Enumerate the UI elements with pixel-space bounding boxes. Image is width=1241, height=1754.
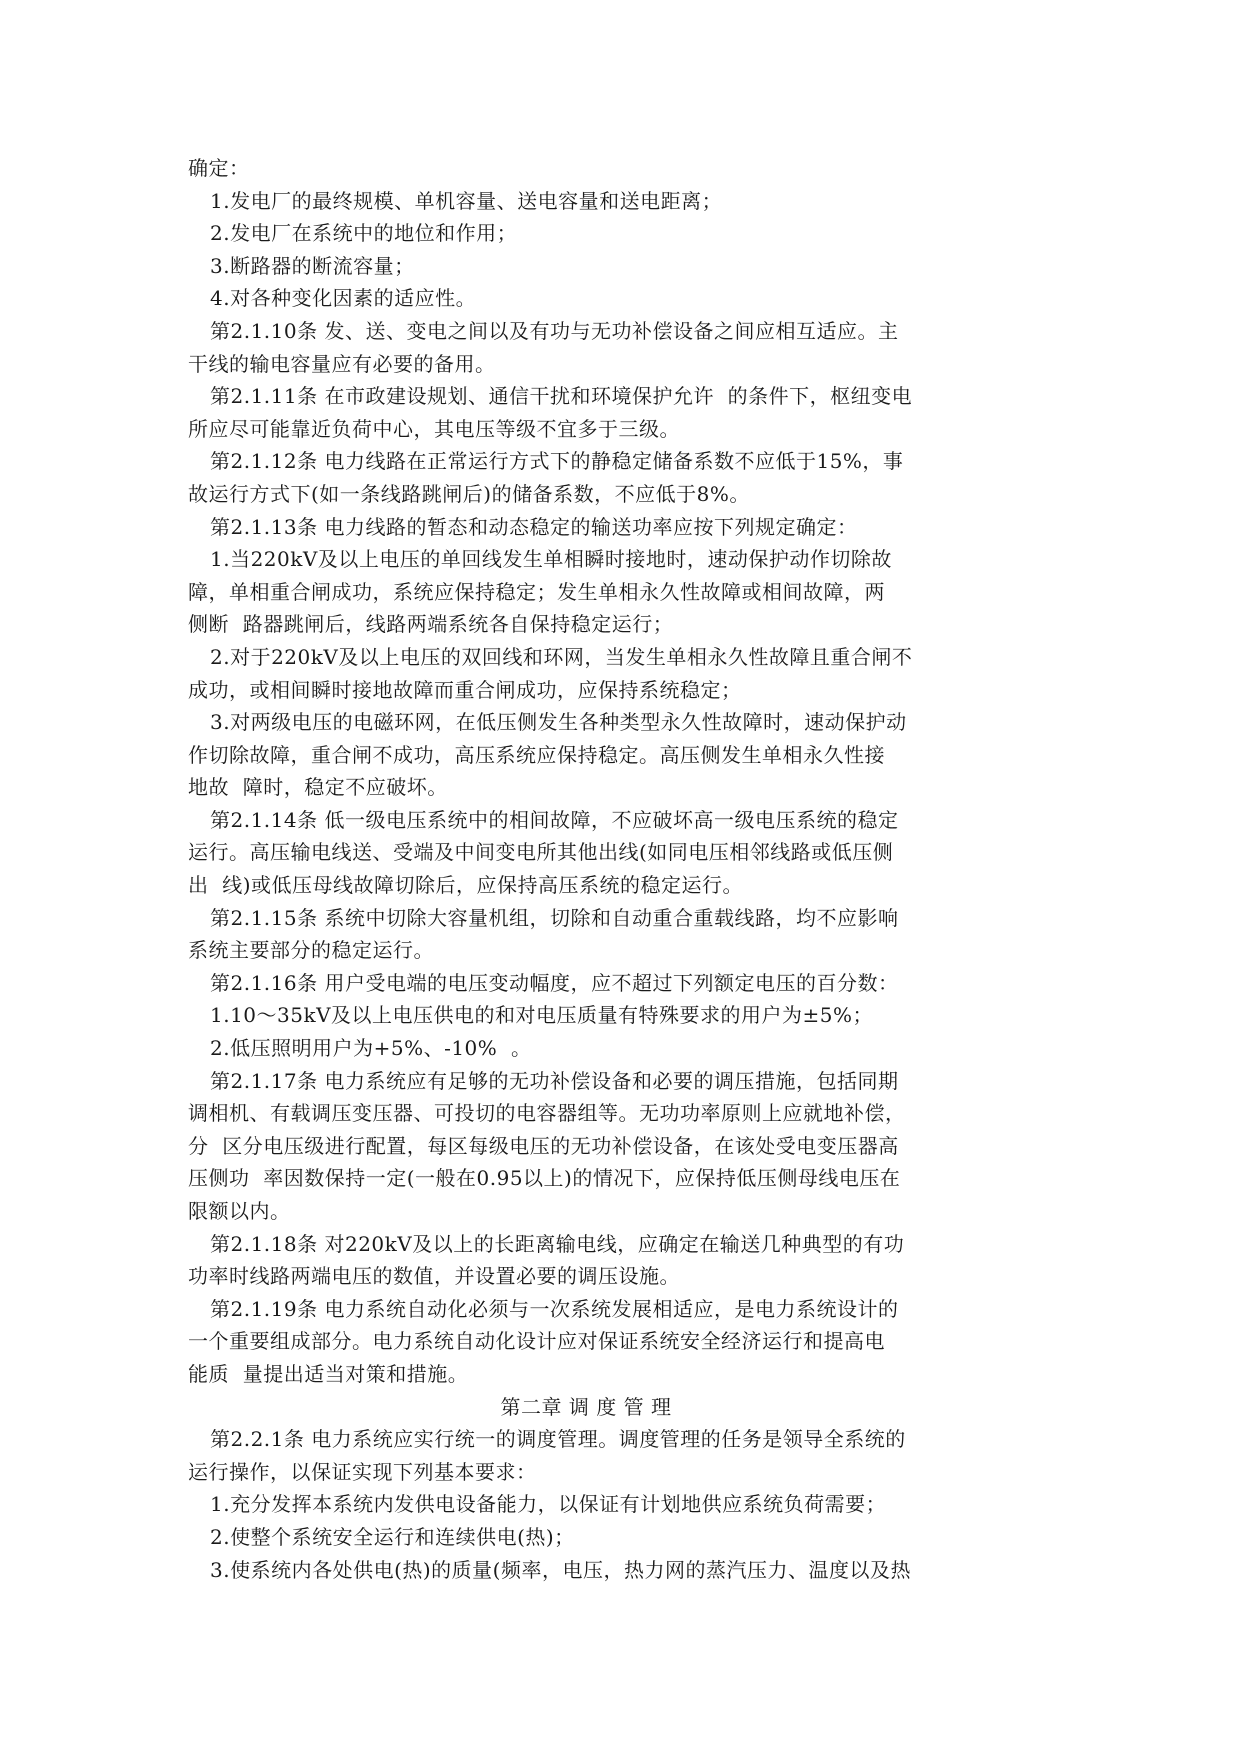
article-start-line: 第2.2.1条 电力系统应实行统一的调度管理。调度管理的任务是领导全系统的 <box>210 1427 906 1452</box>
list-item: 3.对两级电压的电磁环网，在低压侧发生各种类型永久性故障时，速动保护动 <box>210 710 907 735</box>
chapter-heading: 第二章 调 度 管 理 <box>500 1394 672 1419</box>
text-line: 地故 障时，稳定不应破坏。 <box>188 775 448 800</box>
list-item: 1.当220kV及以上电压的单回线发生单相瞬时接地时，速动保护动作切除故 <box>210 547 892 572</box>
list-item: 2.对于220kV及以上电压的双回线和环网，当发生单相永久性故障且重合闸不 <box>210 644 913 669</box>
text-line: 作切除故障，重合闸不成功，高压系统应保持稳定。高压侧发生单相永久性接 <box>188 742 885 767</box>
list-item: 2.使整个系统安全运行和连续供电(热)； <box>210 1524 575 1549</box>
article-start-line: 第2.1.10条 发、送、变电之间以及有功与无功补偿设备之间应相互适应。主 <box>210 318 899 343</box>
text-line: 能质 量提出适当对策和措施。 <box>188 1361 469 1386</box>
text-line: 确定： <box>188 156 250 180</box>
list-item: 1.10～35kV及以上电压供电的和对电压质量有特殊要求的用户为±5%； <box>210 1003 874 1028</box>
article-start-line: 第2.1.11条 在市政建设规划、通信干扰和环境保护允许 的条件下，枢纽变电 <box>210 384 913 409</box>
list-item: 2.低压照明用户为+5%、-10% 。 <box>210 1036 532 1061</box>
text-line: 侧断 路器跳闸后，线路两端系统各自保持稳定运行； <box>188 612 674 637</box>
article-start-line: 第2.1.14条 低一级电压系统中的相间故障，不应破坏高一级电压系统的稳定 <box>210 807 899 832</box>
article-start-line: 第2.1.19条 电力系统自动化必须与一次系统发展相适应，是电力系统设计的 <box>210 1296 899 1321</box>
text-line: 障，单相重合闸成功，系统应保持稳定；发生单相永久性故障或相间故障，两 <box>188 579 885 604</box>
article-start-line: 第2.1.17条 电力系统应有足够的无功补偿设备和必要的调压措施，包括同期 <box>210 1068 899 1093</box>
text-line: 干线的输电容量应有必要的备用。 <box>188 351 496 376</box>
text-line: 调相机、有载调压变压器、可投切的电容器组等。无功功率原则上应就地补偿， <box>188 1101 906 1126</box>
text-line: 压侧功 率因数保持一定(一般在0.95以上)的情况下，应保持低压侧母线电压在 <box>188 1166 901 1191</box>
list-item: 2.发电厂在系统中的地位和作用； <box>210 221 518 246</box>
article-start-line: 第2.1.18条 对220kV及以上的长距离输电线，应确定在输送几种典型的有功 <box>210 1231 905 1256</box>
list-item: 4.对各种变化因素的适应性。 <box>210 286 477 311</box>
list-item: 1.发电厂的最终规模、单机容量、送电容量和送电距离； <box>210 188 723 213</box>
document-body <box>188 152 944 1586</box>
article-start-line: 第2.1.16条 用户受电端的电压变动幅度，应不超过下列额定电压的百分数： <box>210 970 899 995</box>
text-line: 所应尽可能靠近负荷中心，其电压等级不宜多于三级。 <box>188 416 680 441</box>
list-item: 3.使系统内各处供电(热)的质量(频率，电压，热力网的蒸汽压力、温度以及热 <box>210 1557 911 1582</box>
article-start-line: 第2.1.12条 电力线路在正常运行方式下的静稳定储备系数不应低于15%，事 <box>210 449 904 474</box>
text-line: 出 线)或低压母线故障切除后，应保持高压系统的稳定运行。 <box>188 873 744 898</box>
text-line: 系统主要部分的稳定运行。 <box>188 938 434 963</box>
text-line: 限额以内。 <box>188 1199 291 1223</box>
text-line: 功率时线路两端电压的数值，并设置必要的调压设施。 <box>188 1264 680 1289</box>
text-line: 成功，或相间瞬时接地故障而重合闸成功，应保持系统稳定； <box>188 677 742 702</box>
text-line: 故运行方式下(如一条线路跳闸后)的储备系数，不应低于8%。 <box>188 481 750 506</box>
list-item: 3.断路器的断流容量； <box>210 253 415 278</box>
list-item: 1.充分发挥本系统内发供电设备能力，以保证有计划地供应系统负荷需要； <box>210 1492 887 1517</box>
article-start-line: 第2.1.13条 电力线路的暂态和动态稳定的输送功率应按下列规定确定： <box>210 514 858 539</box>
text-line: 一个重要组成部分。电力系统自动化设计应对保证系统安全经济运行和提高电 <box>188 1329 885 1354</box>
article-start-line: 第2.1.15条 系统中切除大容量机组，切除和自动重合重载线路，均不应影响 <box>210 905 899 930</box>
text-line: 分 区分电压级进行配置，每区每级电压的无功补偿设备，在该处受电变压器高 <box>188 1133 899 1158</box>
text-line: 运行操作，以保证实现下列基本要求： <box>188 1459 537 1484</box>
text-line: 运行。高压输电线送、受端及中间变电所其他出线(如同电压相邻线路或低压侧 <box>188 840 894 865</box>
